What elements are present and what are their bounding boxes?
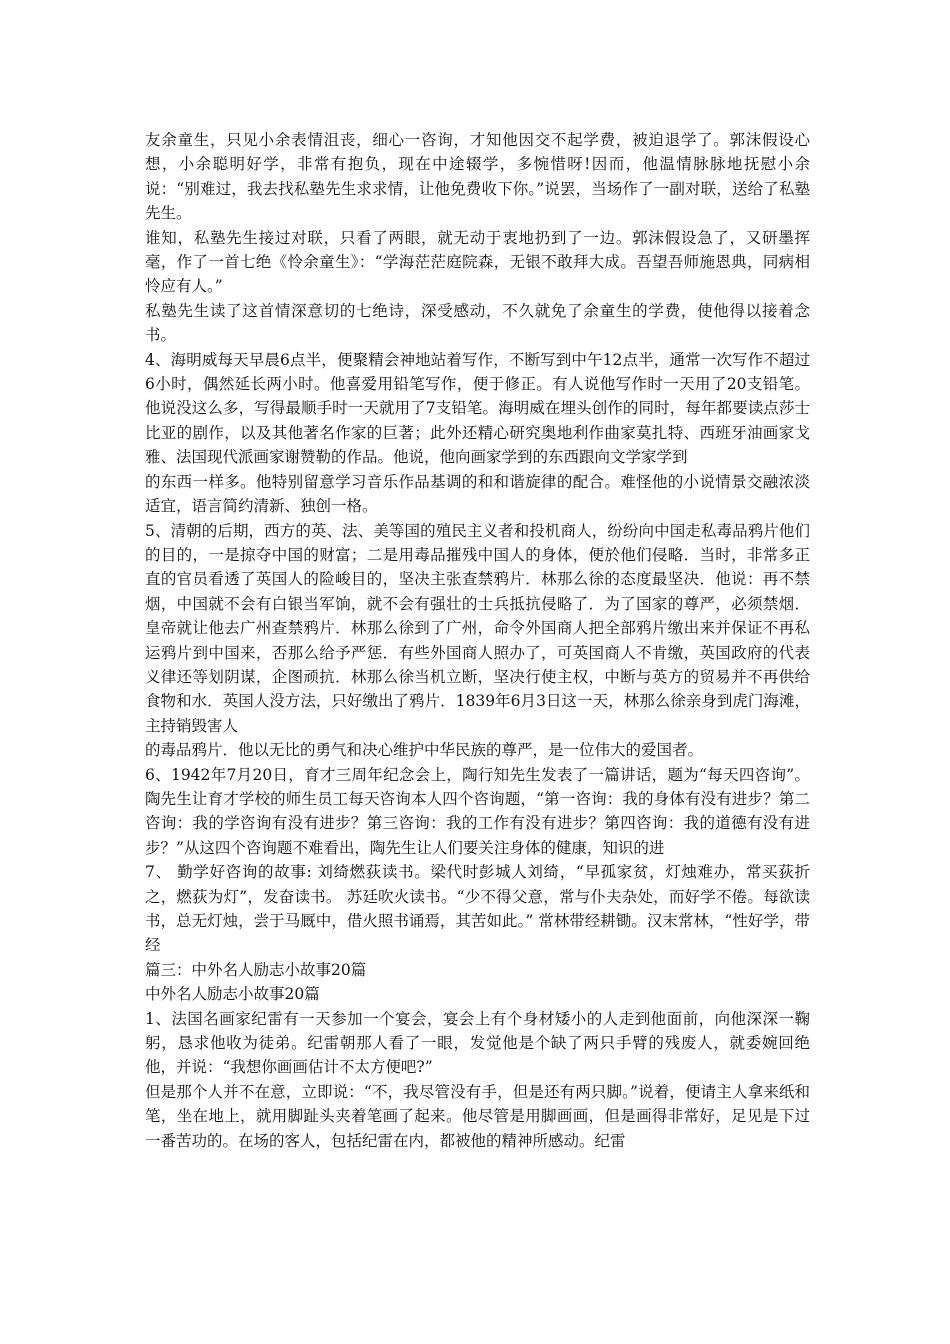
- section-heading: 篇三：中外名人励志小故事20篇: [145, 960, 367, 979]
- paragraph-item-6: 6、1942年7月20日，育才三周年纪念会上，陶行知先生发表了一篇讲话，题为“每天四咨询”。陶先生让育才学校的师生员工每天咨询本人四个咨询题，“第一咨询：我的身体有没有进步？第二咨询：我的学咨询有没有进步？第三咨询：我的工作有没有进步？第四咨询：我的道德有没有进步？”从这四个咨询题不难看出，陶先生让人们要关注身体的健康，知识的进: [145, 765, 810, 857]
- paragraph-continuation: 友余童生，只见小余表情沮丧，细心一咨询，才知他因交不起学费，被迫退学了。郭沫假设心想，小余聪明好学，非常有抱负，现在中途辍学，多惋惜呀!因而，他温情脉脉地抚慰小余说：“别难过，我去找私塾先生求求情，让他免费收下你。”说罢，当场作了一副对联，送给了私塾先生。: [145, 131, 810, 223]
- paragraph: 的东西一样多。他特别留意学习音乐作品基调的和和谐旋律的配合。难怪他的小说情景交融浓淡适宜，语言简约清新、独创一格。: [145, 472, 810, 516]
- section-subheading: 中外名人励志小故事20篇: [145, 985, 320, 1004]
- document-body: [145, 128, 810, 1153]
- paragraph: 但是那个人并不在意，立即说：“不，我尽管没有手，但是还有两只脚。”说着，便请主人拿来纸和笔，坐在地上，就用脚趾头夹着笔画了起来。他尽管是用脚画画，但是画得非常好，足见是下过一番苦功的。在场的客人，包括纪雷在内，都被他的精神所感动。纪雷: [145, 1082, 810, 1150]
- paragraph-item-7: 7、 勤学好咨询的故事: 刘绮燃荻读书。梁代时彭城人刘绮，“早孤家贫，灯烛难办，常买荻折之，燃荻为灯”，发奋读书。 苏廷吹火读书。“少不得父意，常与仆夫杂处，而好学不倦。每欲读书，总无灯烛，尝于马厩中，借火照书诵焉，其苦如此。” 常林带经耕锄。汉末常林，“性好学，带经: [145, 863, 810, 955]
- paragraph: 私塾先生读了这首情深意切的七绝诗，深受感动，不久就免了余童生的学费，使他得以接着念书。: [145, 301, 810, 345]
- paragraph: 谁知，私塾先生接过对联，只看了两眼，就无动于衷地扔到了一边。郭沫假设急了，又研墨挥毫，作了一首七绝《怜余童生》：“学海茫茫庭院森，无银不敢拜大成。吾望吾师施恩典，同病相怜应有人。”: [145, 228, 810, 296]
- paragraph-item-1: 1、法国名画家纪雷有一天参加一个宴会，宴会上有个身材矮小的人走到他面前，向他深深一鞠躬，恳求他收为徒弟。纪雷朝那人看了一眼，发觉他是个缺了两只手臂的残废人，就委婉回绝他，并说：“我想你画画估计不太方便吧?”: [145, 1009, 810, 1077]
- paragraph-item-4: 4、海明威每天早晨6点半，便聚精会神地站着写作，不断写到中午12点半，通常一次写作不超过6小时，偶然延长两小时。他喜爱用铅笔写作，便于修正。有人说他写作时一天用了20支铅笔。他说没这么多，写得最顺手时一天就用了7支铅笔。海明威在埋头创作的同时，每年都要读点莎士比亚的剧作，以及其他著名作家的巨著；此外还精心研究奥地利作曲家莫扎特、西班牙油画家戈雅、法国现代派画家谢赞勒的作品。他说，他向画家学到的东西跟向文学家学到: [145, 350, 810, 467]
- paragraph: 的毒品鸦片．他以无比的勇气和决心维护中华民族的尊严，是一位伟大的爱国者。: [145, 741, 704, 760]
- paragraph-item-5: 5、清朝的后期，西方的英、法、美等国的殖民主义者和投机商人，纷纷向中国走私毒品鸦片他们的目的，一是掠夺中国的财富；二是用毒品摧残中国人的身体，便於他们侵略．当时，非常多正直的官员看透了英国人的险峻目的，坚决主张查禁鸦片．林那么徐的态度最坚决．他说：再不禁烟，中国就不会有白银当军饷，就不会有强壮的士兵抵抗侵略了．为了国家的尊严，必须禁烟．皇帝就让他去广州查禁鸦片．林那么徐到了广州，命令外国商人把全部鸦片缴出来并保证不再私运鸦片到中国来，否那么给予严惩．有些外国商人照办了，可英国商人不肯缴，英国政府的代表义律还等划阴谋，企图顽抗．林那么徐当机立断，坚决行使主权，中断与英方的贸易并不再供给食物和水．英国人没方法，只好缴出了鸦片．1839年6月3日这一天，林那么徐亲身到虎门海滩，主持销毁害人: [145, 521, 810, 735]
